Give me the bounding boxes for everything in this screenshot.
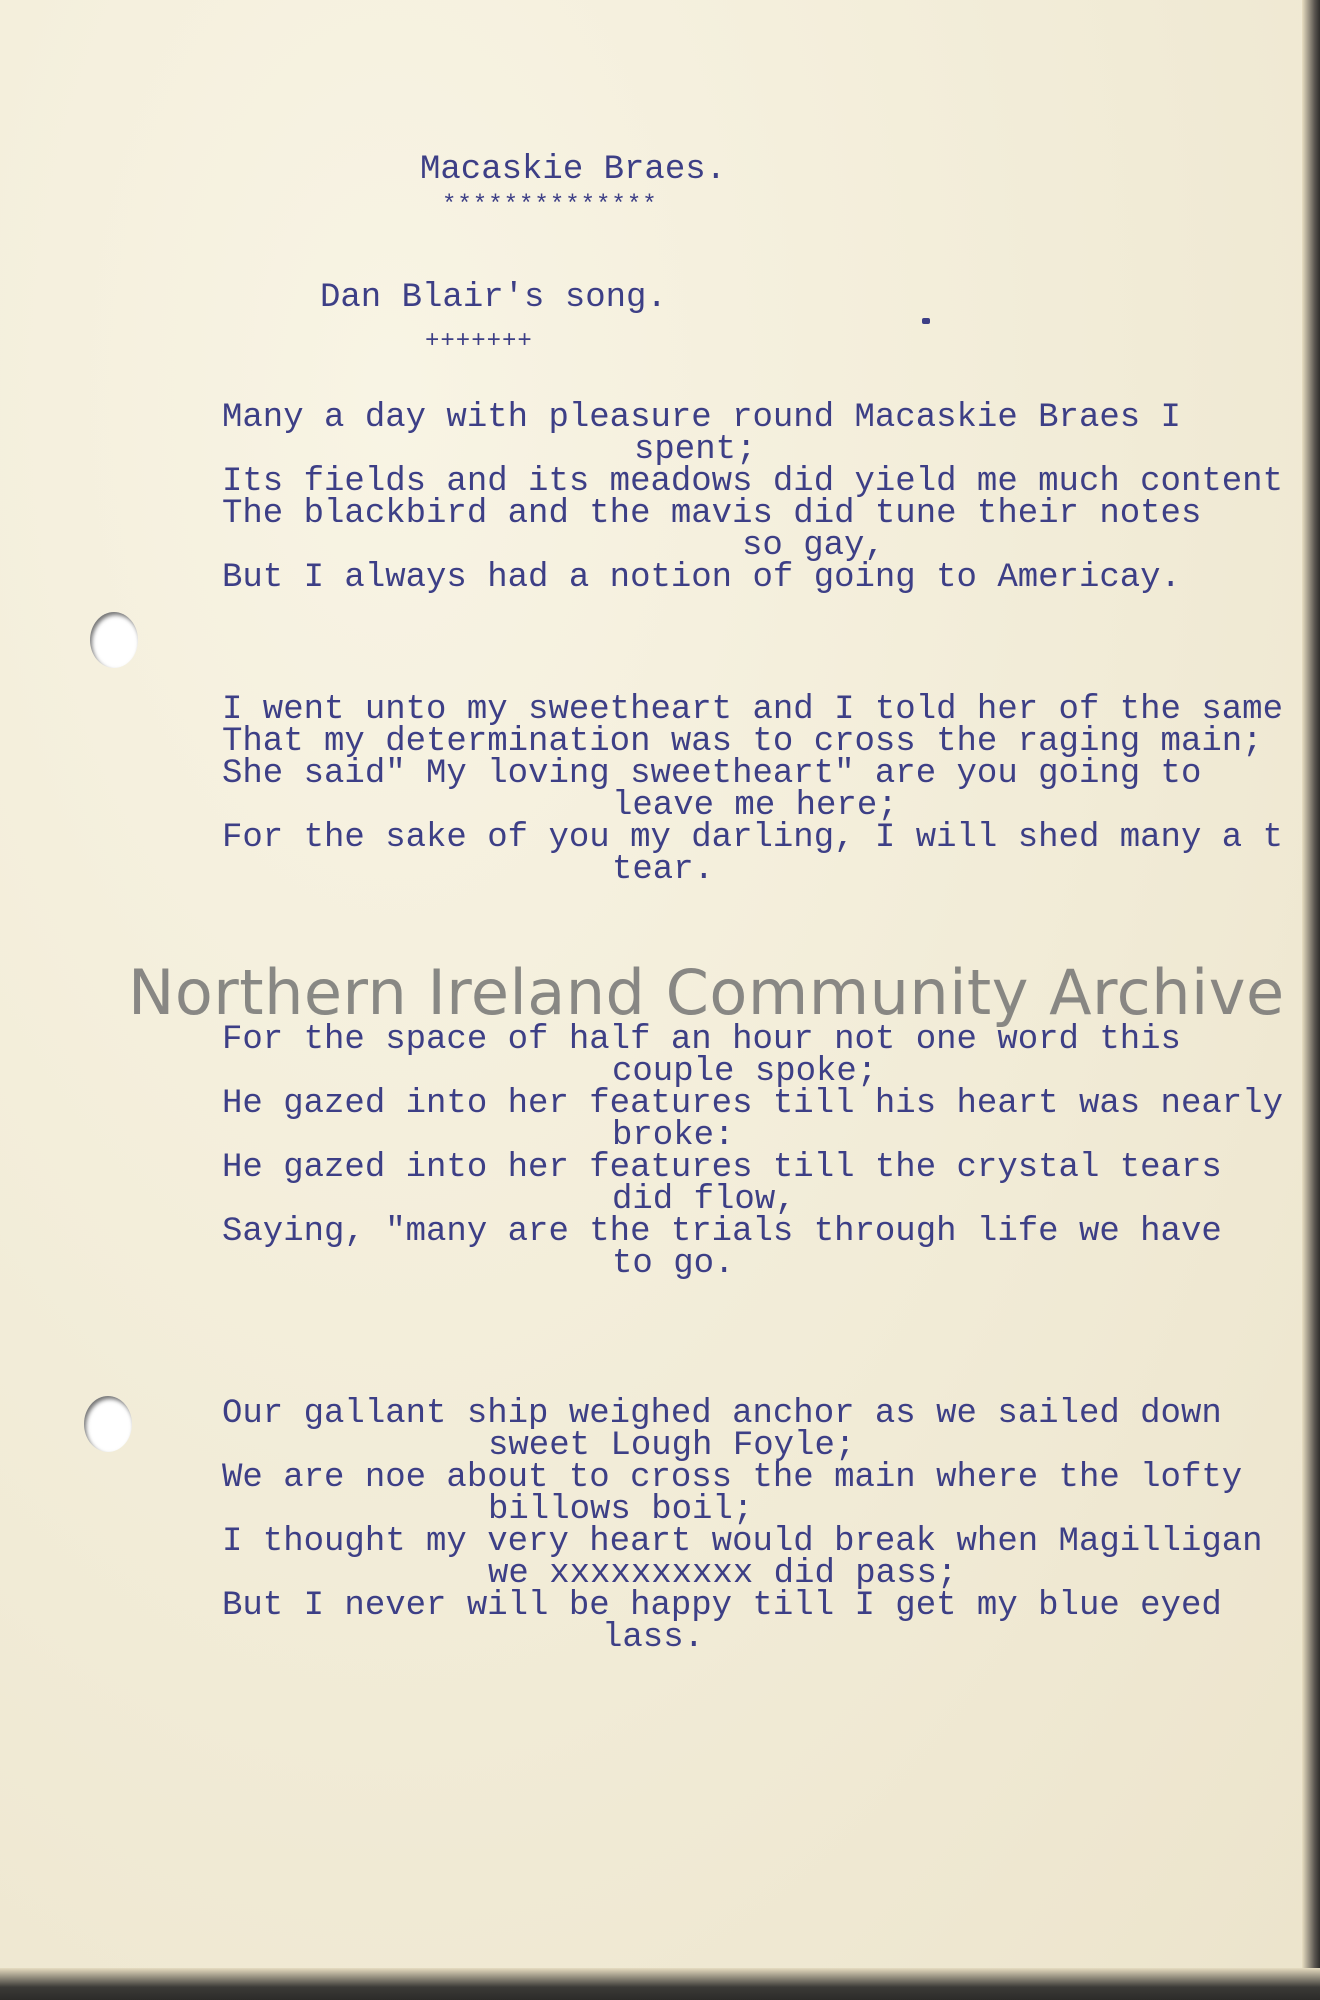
verse-line: The blackbird and the mavis did tune their notes bbox=[222, 495, 1202, 533]
verse-line: She said" My loving sweetheart" are you going to bbox=[222, 755, 1202, 793]
song-subtitle: Dan Blair's song. bbox=[320, 279, 667, 317]
verse-line: Saying, "many are the trials through life we have bbox=[222, 1213, 1222, 1251]
punch-hole bbox=[90, 612, 138, 668]
song-title: Macaskie Braes. bbox=[420, 151, 727, 189]
punch-hole bbox=[84, 1396, 132, 1452]
verse-line: He gazed into her features till the crystal tears bbox=[222, 1149, 1222, 1187]
verse-line: Our gallant ship weighed anchor as we sailed down bbox=[222, 1395, 1222, 1433]
subtitle-underline: +++++++ bbox=[425, 328, 533, 355]
archive-watermark: Northern Ireland Community Archive bbox=[128, 956, 1285, 1029]
verse-line: He gazed into her features till his heart was nearly bbox=[222, 1085, 1283, 1123]
verse-line: We are noe about to cross the main where the lofty bbox=[222, 1459, 1243, 1497]
verse-line: did flow, bbox=[612, 1181, 796, 1219]
verse-line: to go. bbox=[612, 1245, 735, 1283]
verse-line: For the space of half an hour not one word this bbox=[222, 1021, 1181, 1059]
title-underline: ************** bbox=[442, 192, 658, 219]
page-edge-shadow bbox=[1302, 0, 1320, 2000]
verse-line: sweet Lough Foyle; bbox=[488, 1427, 856, 1465]
verse-line: so gay, bbox=[742, 527, 885, 565]
verse-line: Many a day with pleasure round Macaskie Braes I bbox=[222, 399, 1181, 437]
verse-line: tear. bbox=[612, 851, 715, 889]
ink-speck bbox=[922, 318, 930, 324]
verse-line: I went unto my sweetheart and I told her of the same bbox=[222, 691, 1283, 729]
verse-line: For the sake of you my darling, I will shed many a t bbox=[222, 819, 1283, 857]
verse-line: broke: bbox=[612, 1117, 735, 1155]
verse-line: leave me here; bbox=[612, 787, 898, 825]
verse-line: I thought my very heart would break when Magilligan bbox=[222, 1523, 1263, 1561]
verse-line: But I always had a notion of going to Americay. bbox=[222, 559, 1181, 597]
page-edge-shadow-bottom bbox=[0, 1968, 1320, 2000]
verse-line: spent; bbox=[634, 431, 757, 469]
verse-line: That my determination was to cross the raging main; bbox=[222, 723, 1263, 761]
verse-line: Its fields and its meadows did yield me much content bbox=[222, 463, 1283, 501]
verse-line: billows boil; bbox=[488, 1491, 754, 1529]
verse-line: But I never will be happy till I get my blue eyed bbox=[222, 1587, 1222, 1625]
verse-line: we xxxxxxxxxx did pass; bbox=[488, 1555, 958, 1593]
verse-line: couple spoke; bbox=[612, 1053, 878, 1091]
verse-line: lass. bbox=[602, 1619, 705, 1657]
